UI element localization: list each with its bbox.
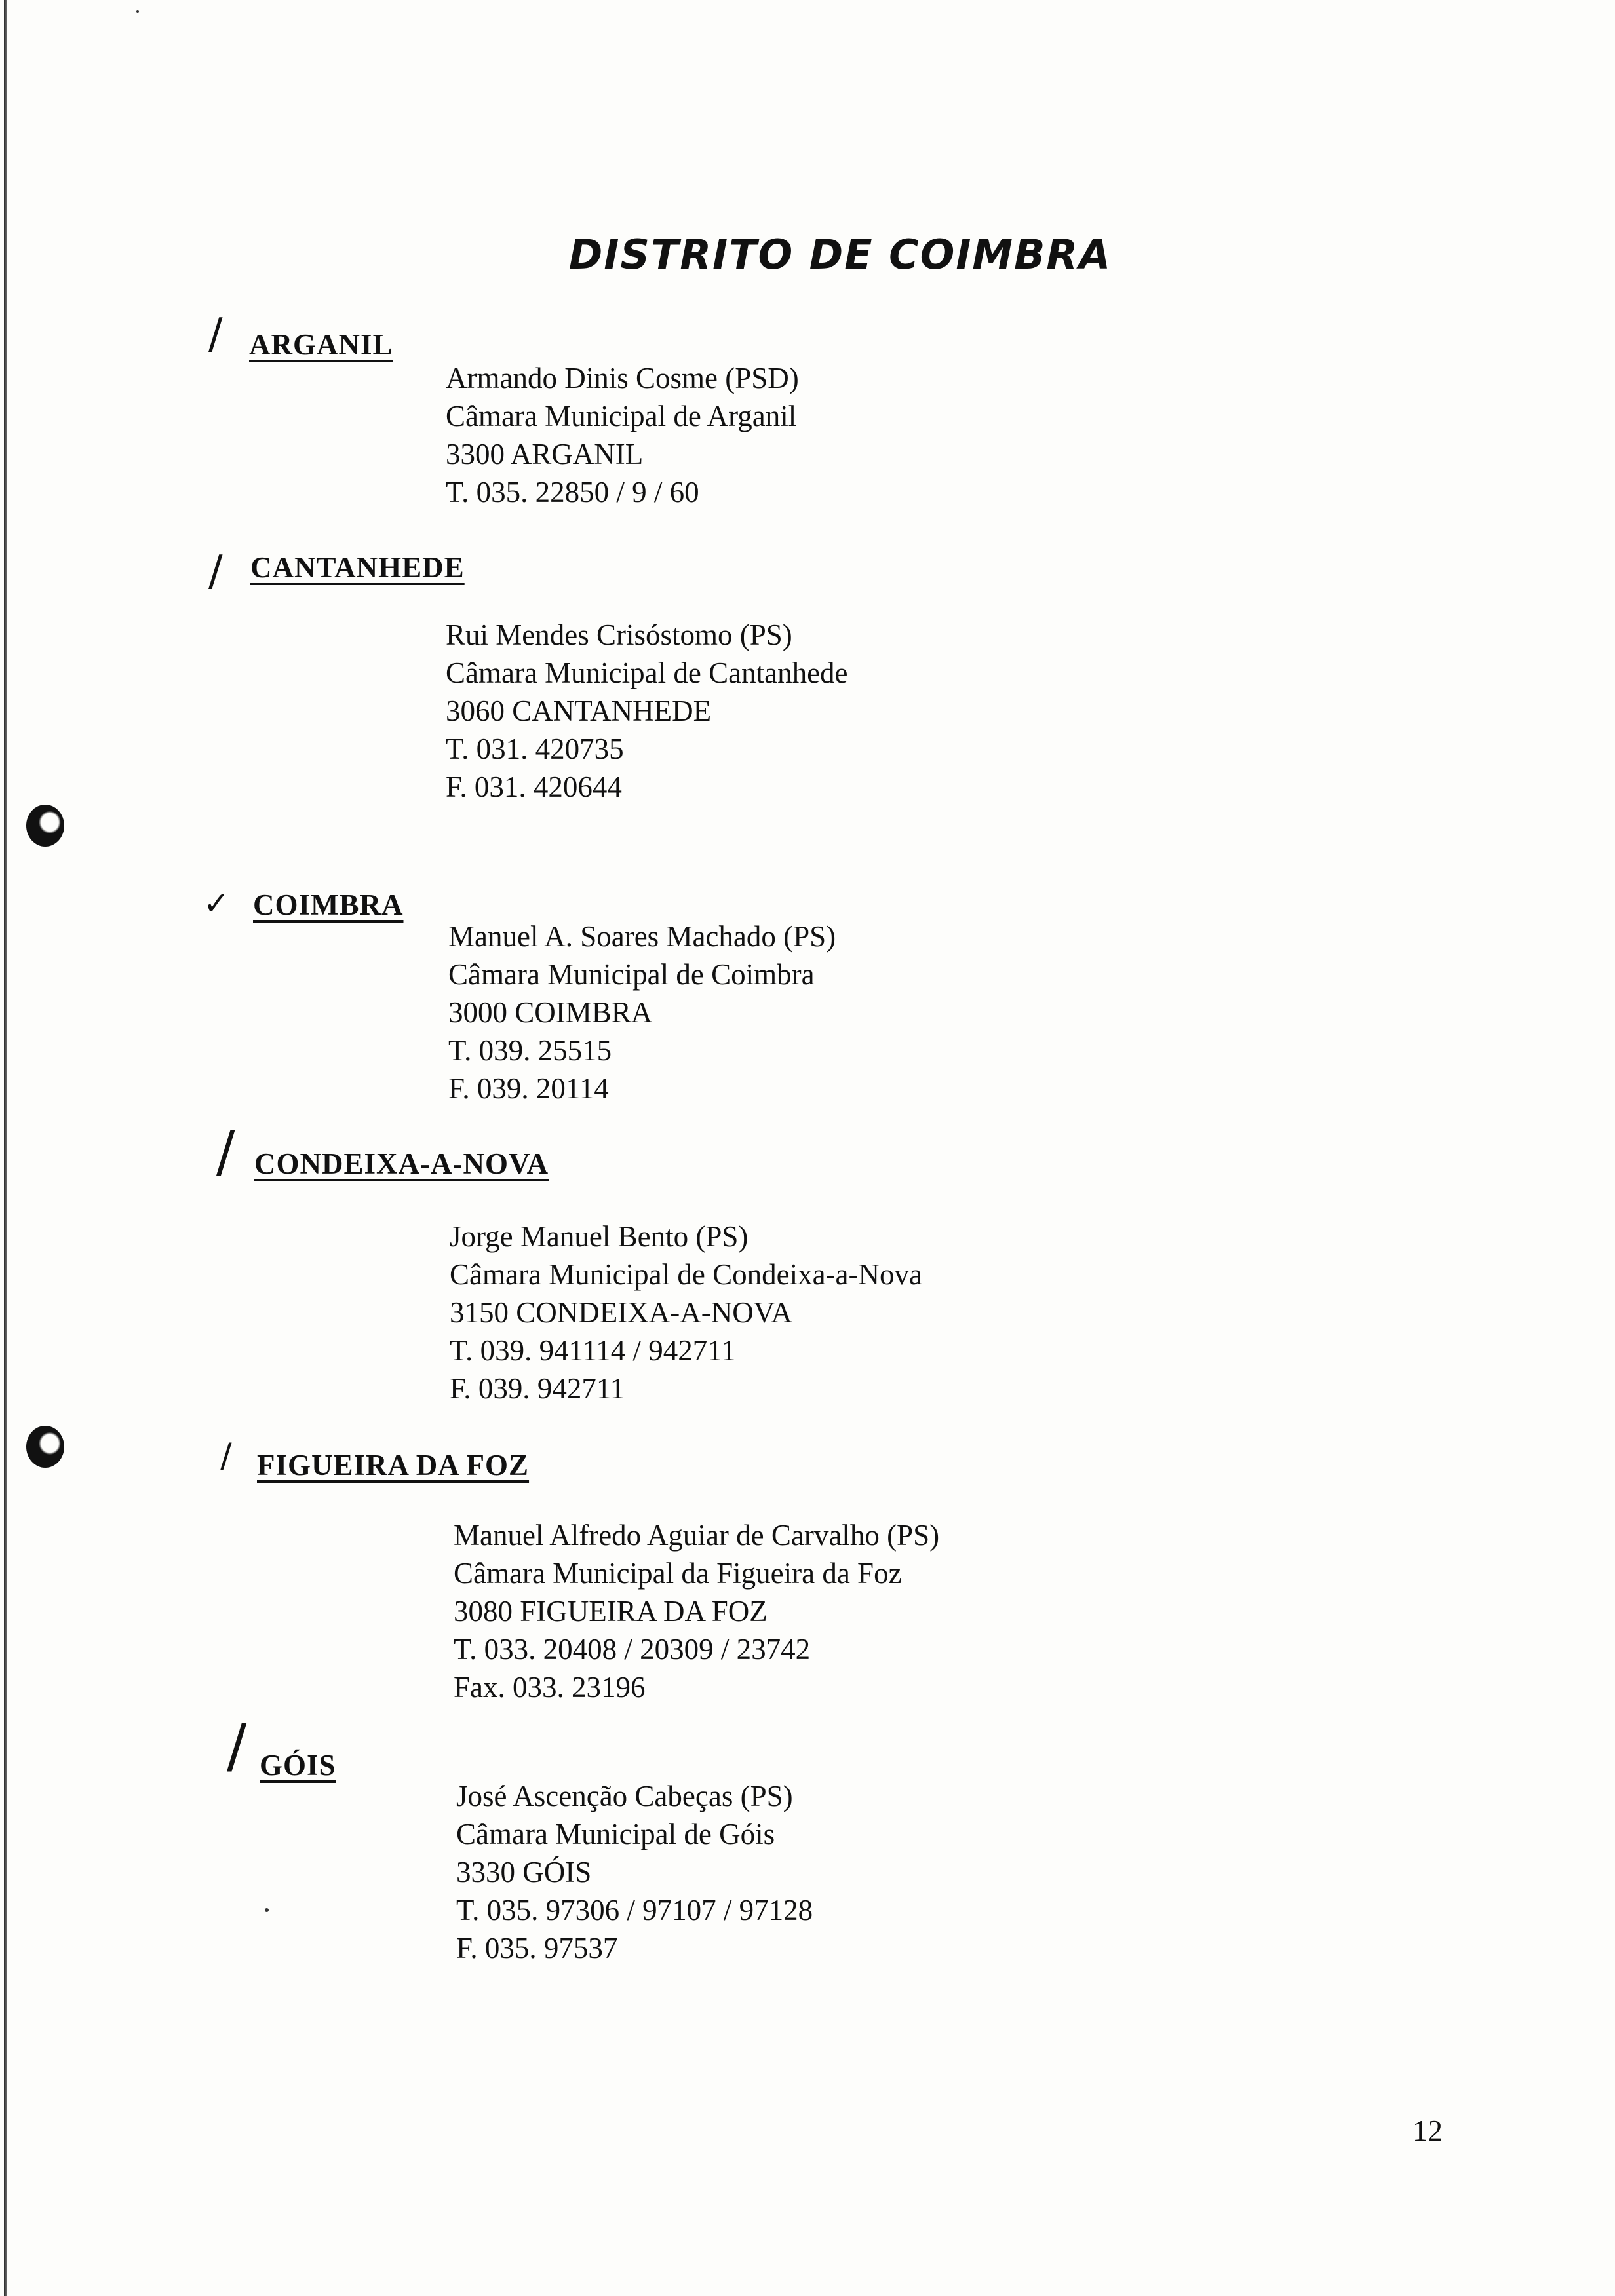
contact-details: [454, 1516, 939, 1706]
check-mark-icon: /: [208, 310, 223, 358]
check-mark-icon: /: [216, 1119, 235, 1183]
check-mark-icon: /: [227, 1712, 247, 1780]
fax: F. 031. 420644: [446, 771, 622, 803]
mayor-name: José Ascenção Cabeças (PS): [456, 1780, 793, 1812]
contact-details: [456, 1777, 813, 1967]
binding-edge: [4, 0, 7, 2296]
punch-hole: [26, 805, 64, 847]
mayor-name: Armando Dinis Cosme (PSD): [446, 362, 799, 394]
page-number: 12: [1412, 2114, 1443, 2147]
contact-details: [446, 616, 848, 806]
telephone: T. 039. 941114 / 942711: [450, 1334, 736, 1367]
fax: F. 039. 942711: [450, 1372, 625, 1405]
check-mark-icon: ✓: [203, 885, 230, 922]
office-name: Câmara Municipal de Cantanhede: [446, 657, 848, 689]
punch-hole: [26, 1426, 64, 1468]
office-name: Câmara Municipal da Figueira da Foz: [454, 1557, 902, 1590]
postal-address: 3150 CONDEIXA-A-NOVA: [450, 1296, 792, 1329]
municipality-name: COIMBRA: [253, 889, 404, 921]
scan-speck: [265, 1908, 269, 1912]
postal-address: 3000 COIMBRA: [448, 996, 653, 1029]
telephone: T. 039. 25515: [448, 1034, 612, 1067]
municipality-name: ARGANIL: [249, 328, 393, 361]
fax: F. 039. 20114: [448, 1072, 609, 1105]
postal-address: 3330 GÓIS: [456, 1856, 592, 1888]
mayor-name: Manuel Alfredo Aguiar de Carvalho (PS): [454, 1519, 940, 1552]
scan-speck: [136, 10, 139, 13]
office-name: Câmara Municipal de Coimbra: [448, 958, 815, 991]
mayor-name: Rui Mendes Crisóstomo (PS): [446, 619, 792, 651]
contact-details: [446, 359, 799, 511]
municipality-name: GÓIS: [260, 1749, 336, 1782]
fax: F. 035. 97537: [456, 1932, 618, 1964]
contact-details: [450, 1217, 922, 1407]
telephone: T. 033. 20408 / 20309 / 23742: [454, 1633, 811, 1666]
mayor-name: Manuel A. Soares Machado (PS): [448, 920, 836, 953]
postal-address: 3300 ARGANIL: [446, 438, 644, 470]
page-title: DISTRITO DE COIMBRA: [568, 231, 1112, 278]
check-mark-icon: /: [208, 547, 223, 596]
postal-address: 3080 FIGUEIRA DA FOZ: [454, 1595, 768, 1628]
office-name: Câmara Municipal de Condeixa-a-Nova: [450, 1258, 922, 1291]
fax: Fax. 033. 23196: [454, 1671, 646, 1704]
telephone: T. 035. 97306 / 97107 / 97128: [456, 1894, 813, 1926]
office-name: Câmara Municipal de Arganil: [446, 400, 797, 432]
telephone: T. 035. 22850 / 9 / 60: [446, 476, 699, 508]
municipality-name: CONDEIXA-A-NOVA: [254, 1147, 549, 1180]
telephone: T. 031. 420735: [446, 733, 624, 765]
postal-address: 3060 CANTANHEDE: [446, 695, 712, 727]
municipality-name: CANTANHEDE: [250, 551, 465, 584]
contact-details: [448, 917, 836, 1107]
municipality-name: FIGUEIRA DA FOZ: [257, 1449, 530, 1482]
office-name: Câmara Municipal de Góis: [456, 1818, 775, 1850]
check-mark-icon: /: [220, 1436, 232, 1476]
mayor-name: Jorge Manuel Bento (PS): [450, 1220, 749, 1253]
